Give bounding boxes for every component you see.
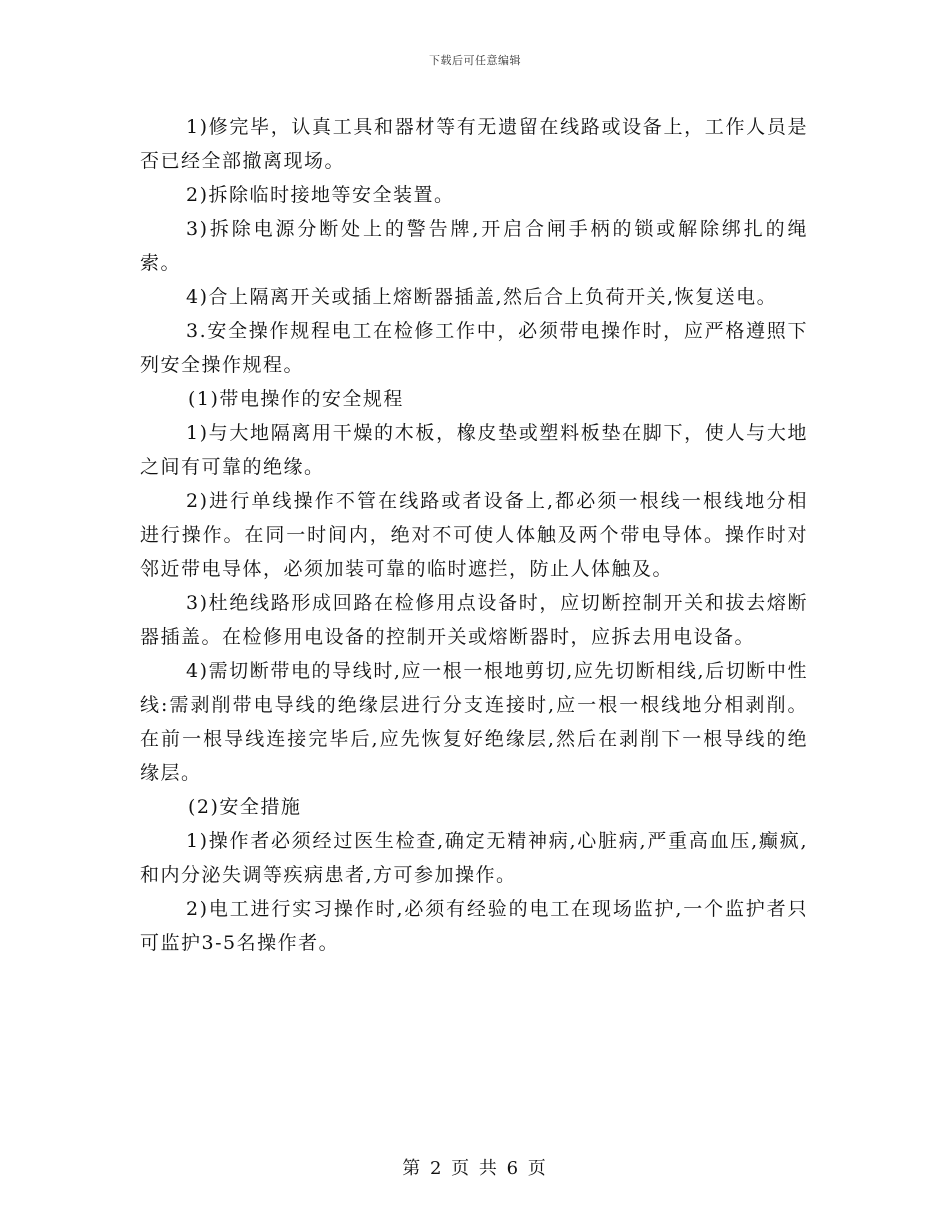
- paragraph: 2)电工进行实习操作时,必须有经验的电工在现场监护,一个监护者只可监护3-5名操作者。: [140, 898, 808, 954]
- page-header: 下载后可任意编辑: [429, 54, 521, 67]
- paragraph: 1)与大地隔离用干燥的木板，橡皮垫或塑料板垫在脚下，使人与大地之间有可靠的绝缘。: [140, 422, 808, 478]
- page-footer: 第 2 页 共 6 页: [402, 1158, 548, 1179]
- paragraph: 3)杜绝线路形成回路在检修用点设备时，应切断控制开关和拔去熔断器插盖。在检修用电设备的控制开关或熔断器时，应拆去用电设备。: [140, 592, 808, 648]
- section-heading: (2)安全措施: [188, 796, 302, 818]
- paragraph: 4)合上隔离开关或插上熔断器插盖,然后合上负荷开关,恢复送电。: [186, 286, 778, 308]
- section-heading: (1)带电操作的安全规程: [188, 388, 404, 410]
- paragraph: 3)拆除电源分断处上的警告牌,开启合闸手柄的锁或解除绑扎的绳索。: [140, 218, 808, 274]
- paragraph: 2)拆除临时接地等安全装置。: [186, 184, 455, 206]
- paragraph: 4)需切断带电的导线时,应一根一根地剪切,应先切断相线,后切断中性线:需剥削带电导线的绝缘层进行分支连接时,应一根一根线地分相剥削。在前一根导线连接完毕后,应先恢复好绝缘层,然后在剥削下一根导线的绝缘层。: [140, 660, 808, 784]
- paragraph: 3.安全操作规程电工在检修工作中，必须带电操作时，应严格遵照下列安全操作规程。: [140, 320, 808, 376]
- paragraph: 1)操作者必须经过医生检查,确定无精神病,心脏病,严重高血压,癫疯,和内分泌失调等疾病患者,方可参加操作。: [140, 830, 808, 886]
- paragraph: 1)修完毕，认真工具和器材等有无遗留在线路或设备上，工作人员是否已经全部撤离现场。: [140, 116, 808, 172]
- paragraph: 2)进行单线操作不管在线路或者设备上,都必须一根线一根线地分相进行操作。在同一时间内，绝对不可使人体触及两个带电导体。操作时对邻近带电导体，必须加装可靠的临时遮拦，防止人体触及。: [140, 490, 808, 580]
- document-body: [140, 110, 808, 960]
